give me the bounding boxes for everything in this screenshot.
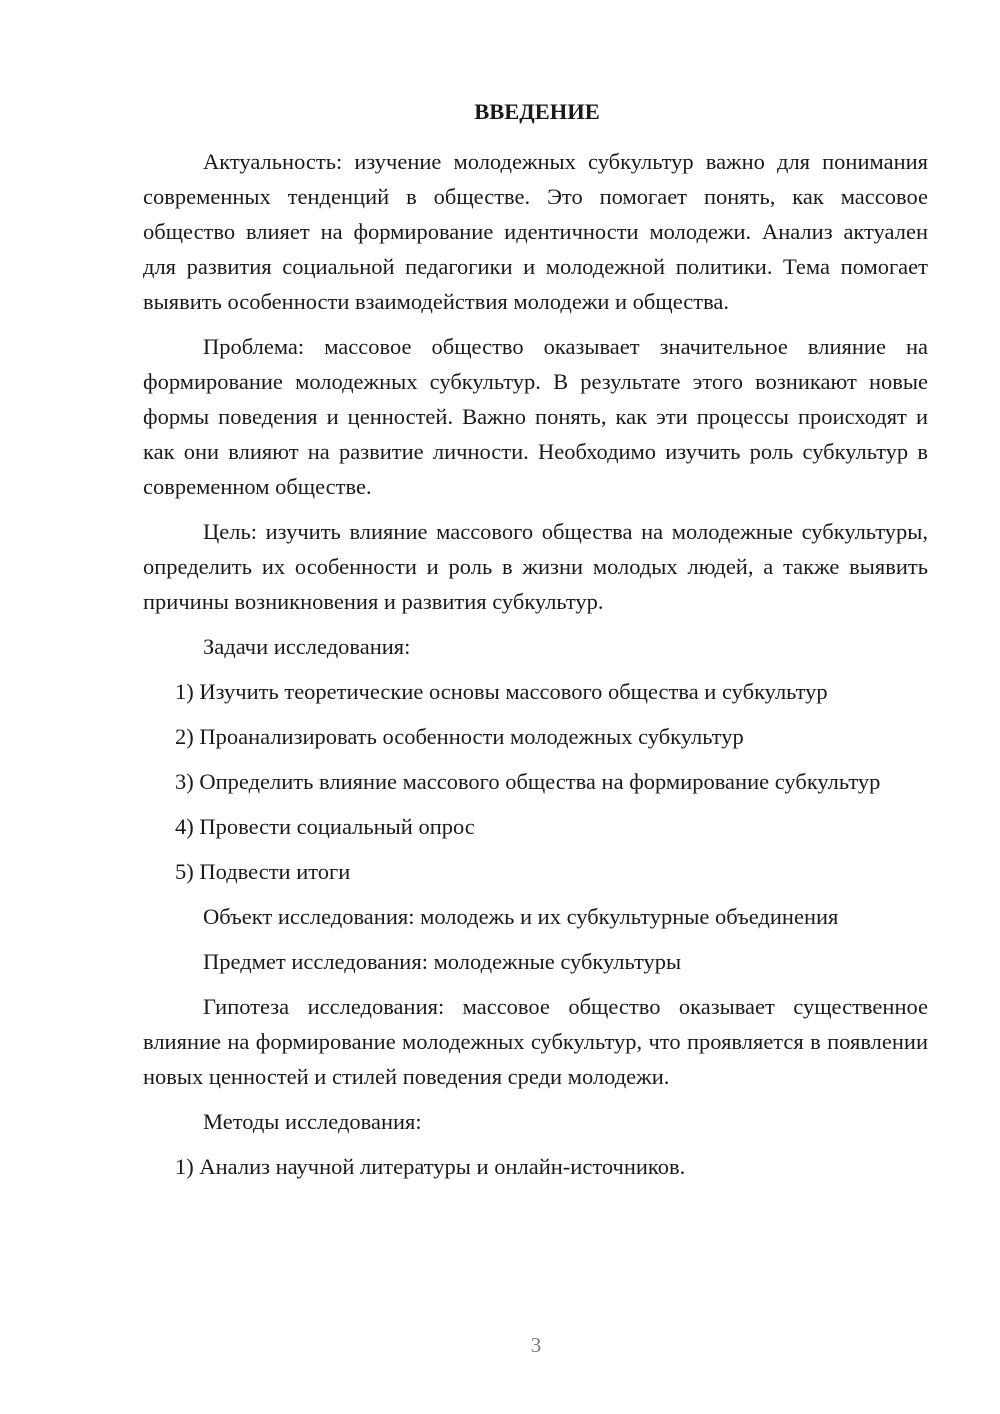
page-title: ВВЕДЕНИЕ: [474, 99, 600, 124]
task-item: 4) Провести социальный опрос: [175, 814, 475, 839]
task-item: 2) Проанализировать особенности молодежных субкультур: [175, 724, 744, 749]
paragraph-problem: Проблема: массовое общество оказывает значительное влияние на формирование молодежных субкультур. В результате этого возникают новые формы поведения и ценностей. Важно понять, как эти процессы происходят и как они влияют на развитие личности. Необходимо изучить роль субкультур в современном обществе.: [143, 334, 928, 499]
methods-heading: Методы исследования:: [203, 1109, 422, 1134]
research-object: Объект исследования: молодежь и их субкультурные объединения: [203, 904, 839, 929]
method-item: 1) Анализ научной литературы и онлайн-источников.: [175, 1154, 686, 1179]
paragraph-goal: Цель: изучить влияние массового общества на молодежные субкультуры, определить их особенности и роль в жизни молодых людей, а также выявить причины возникновения и развития субкультур.: [143, 519, 928, 614]
page-number: 3: [530, 1333, 542, 1357]
tasks-heading: Задачи исследования:: [203, 634, 411, 659]
document-body: [143, 94, 928, 1194]
paragraph-relevance: Актуальность: изучение молодежных субкультур важно для понимания современных тенденций в обществе. Это помогает понять, как массовое общество влияет на формирование идентичности молодежи. Анализ актуален для развития социальной педагогики и молодежной политики. Тема помогает выявить особенности взаимодействия молодежи и общества.: [143, 149, 928, 314]
task-item: 3) Определить влияние массового общества на формирование субкультур: [175, 769, 881, 794]
task-item: 1) Изучить теоретические основы массового общества и субкультур: [175, 679, 828, 704]
research-hypothesis: Гипотеза исследования: массовое общество оказывает существенное влияние на формирование молодежных субкультур, что проявляется в появлении новых ценностей и стилей поведения среди молодежи.: [143, 994, 928, 1089]
research-subject: Предмет исследования: молодежные субкультуры: [203, 949, 682, 974]
task-item: 5) Подвести итоги: [175, 859, 351, 884]
